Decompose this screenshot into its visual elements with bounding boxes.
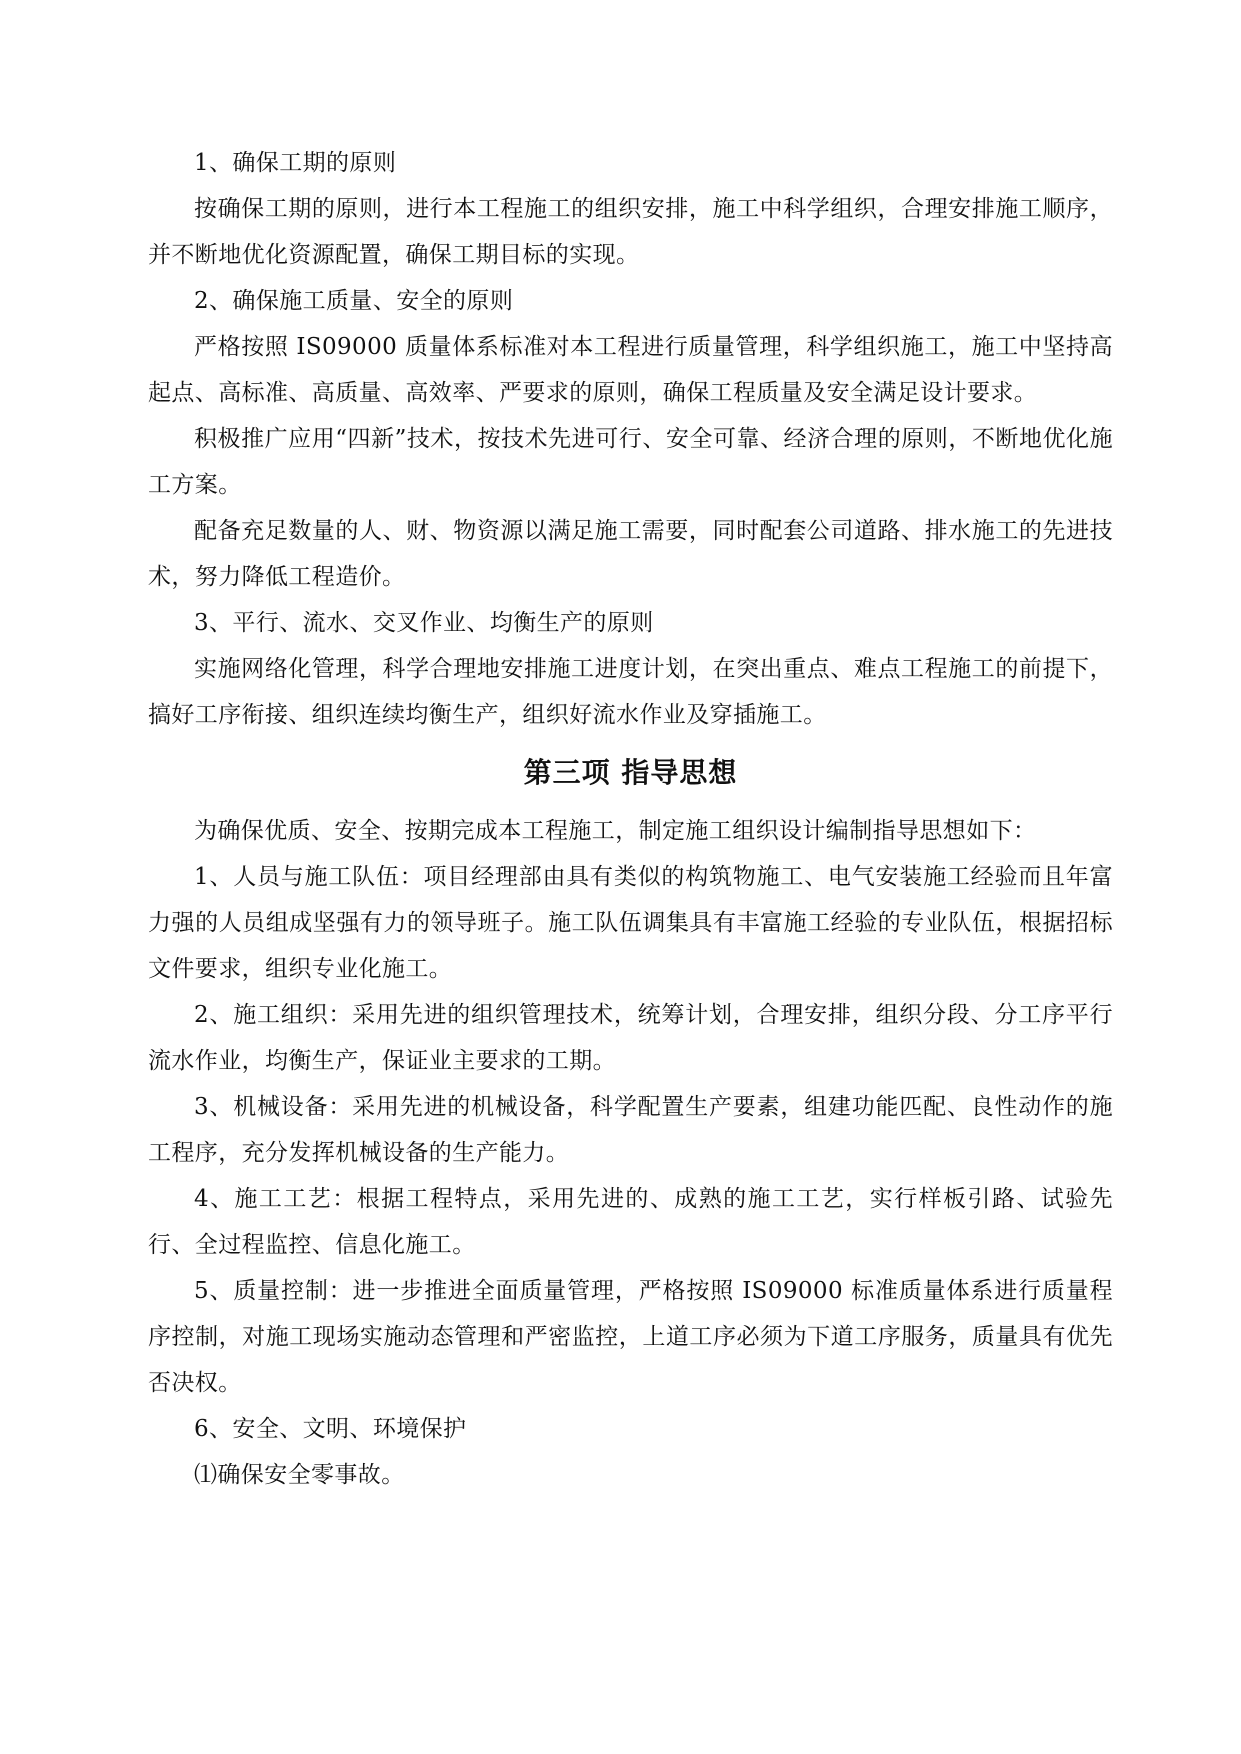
paragraph-schedule: 按确保工期的原则，进行本工程施工的组织安排，施工中科学组织，合理安排施工顺序，并不断地优化资源配置，确保工期目标的实现。 [148, 196, 1113, 268]
section-title: 第三项 指导思想 [523, 756, 738, 789]
item-heading-schedule: 1、确保工期的原则 [194, 150, 397, 176]
paragraph-four-new-tech: 积极推广应用“四新”技术，按技术先进可行、安全可靠、经济合理的原则，不断地优化施工方案。 [148, 426, 1113, 498]
paragraph-intro: 为确保优质、安全、按期完成本工程施工，制定施工组织设计编制指导思想如下： [194, 818, 1037, 844]
paragraph-personnel: 1、人员与施工队伍：项目经理部由具有类似的构筑物施工、电气安装施工经验而且年富力强的人员组成坚强有力的领导班子。施工队伍调集具有丰富施工经验的专业队伍，根据招标文件要求，组织专业化施工。 [148, 864, 1113, 982]
item-heading-quality-safety: 2、确保施工质量、安全的原则 [194, 288, 514, 314]
paragraph-organization: 2、施工组织：采用先进的组织管理技术，统筹计划，合理安排，组织分段、分工序平行流水作业，均衡生产，保证业主要求的工期。 [148, 1002, 1113, 1074]
paragraph-machinery: 3、机械设备：采用先进的机械设备，科学配置生产要素，组建功能匹配、良性动作的施工程序，充分发挥机械设备的生产能力。 [148, 1094, 1113, 1166]
paragraph-resources: 配备充足数量的人、财、物资源以满足施工需要，同时配套公司道路、排水施工的先进技术，努力降低工程造价。 [148, 518, 1113, 590]
paragraph-zero-accident: ⑴确保安全零事故。 [194, 1462, 405, 1488]
paragraph-network-management: 实施网络化管理，科学合理地安排施工进度计划，在突出重点、难点工程施工的前提下，搞好工序衔接、组织连续均衡生产，组织好流水作业及穿插施工。 [148, 656, 1113, 728]
item-heading-parallel-work: 3、平行、流水、交叉作业、均衡生产的原则 [194, 610, 654, 636]
document-body [148, 140, 1113, 1498]
paragraph-quality-control: 5、质量控制：进一步推进全面质量管理，严格按照 IS09000 标准质量体系进行质量程序控制，对施工现场实施动态管理和严密监控，上道工序必须为下道工序服务，质量具有优先否决权。 [148, 1278, 1113, 1396]
paragraph-technology: 4、施工工艺：根据工程特点，采用先进的、成熟的施工工艺，实行样板引路、试验先行、全过程监控、信息化施工。 [148, 1186, 1113, 1258]
item-heading-safety-environment: 6、安全、文明、环境保护 [194, 1416, 467, 1442]
paragraph-quality-management: 严格按照 IS09000 质量体系标准对本工程进行质量管理，科学组织施工，施工中坚持高起点、高标准、高质量、高效率、严要求的原则，确保工程质量及安全满足设计要求。 [148, 334, 1113, 406]
